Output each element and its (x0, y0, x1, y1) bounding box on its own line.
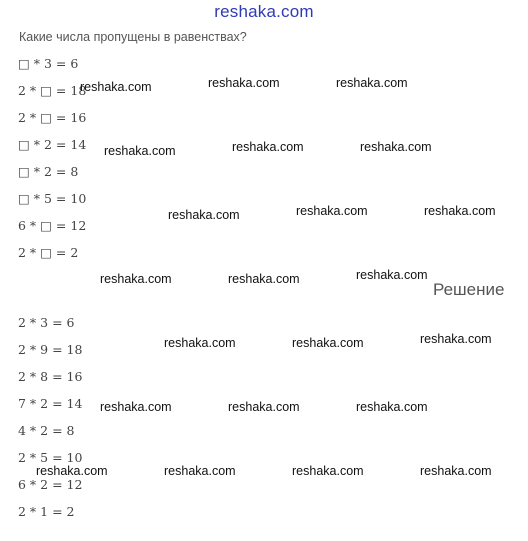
task-equation: 2 * □ = 18 (18, 83, 87, 98)
watermark: reshaka.com (360, 140, 432, 154)
solution-equation: 2 * 9 = 18 (18, 342, 83, 357)
watermark: reshaka.com (296, 204, 368, 218)
watermark: reshaka.com (420, 332, 492, 346)
watermark: reshaka.com (168, 208, 240, 222)
watermark: reshaka.com (228, 400, 300, 414)
watermark: reshaka.com (208, 76, 280, 90)
watermark: reshaka.com (228, 272, 300, 286)
task-equation: □ * 3 = 6 (18, 56, 79, 71)
task-equation: 6 * □ = 12 (18, 218, 87, 233)
task-equation: □ * 2 = 8 (18, 164, 79, 179)
watermark: reshaka.com (36, 464, 108, 478)
solution-equation: 2 * 3 = 6 (18, 315, 75, 330)
watermark: reshaka.com (356, 400, 428, 414)
solution-equation: 2 * 8 = 16 (18, 369, 83, 384)
solution-equation: 7 * 2 = 14 (18, 396, 83, 411)
watermark: reshaka.com (100, 400, 172, 414)
solution-equation: 6 * 2 = 12 (18, 477, 83, 492)
task-equation: □ * 5 = 10 (18, 191, 87, 206)
watermark: reshaka.com (104, 144, 176, 158)
solution-equation: 4 * 2 = 8 (18, 423, 75, 438)
task-question: Какие числа пропущены в равенствах? (19, 30, 247, 44)
watermark: reshaka.com (232, 140, 304, 154)
watermark: reshaka.com (100, 272, 172, 286)
task-equation: □ * 2 = 14 (18, 137, 87, 152)
site-header-link[interactable]: reshaka.com (214, 2, 314, 21)
watermark: reshaka.com (292, 336, 364, 350)
watermark: reshaka.com (424, 204, 496, 218)
task-equation: 2 * □ = 16 (18, 110, 87, 125)
solution-equation: 2 * 1 = 2 (18, 504, 75, 519)
watermark: reshaka.com (80, 80, 152, 94)
task-equation: 2 * □ = 2 (18, 245, 79, 260)
watermark: reshaka.com (164, 336, 236, 350)
solution-equation: 2 * 5 = 10 (18, 450, 83, 465)
watermark: reshaka.com (336, 76, 408, 90)
watermark: reshaka.com (356, 268, 428, 282)
watermark: reshaka.com (164, 464, 236, 478)
watermark: reshaka.com (420, 464, 492, 478)
watermark: reshaka.com (292, 464, 364, 478)
solution-title: Решение (433, 280, 505, 299)
